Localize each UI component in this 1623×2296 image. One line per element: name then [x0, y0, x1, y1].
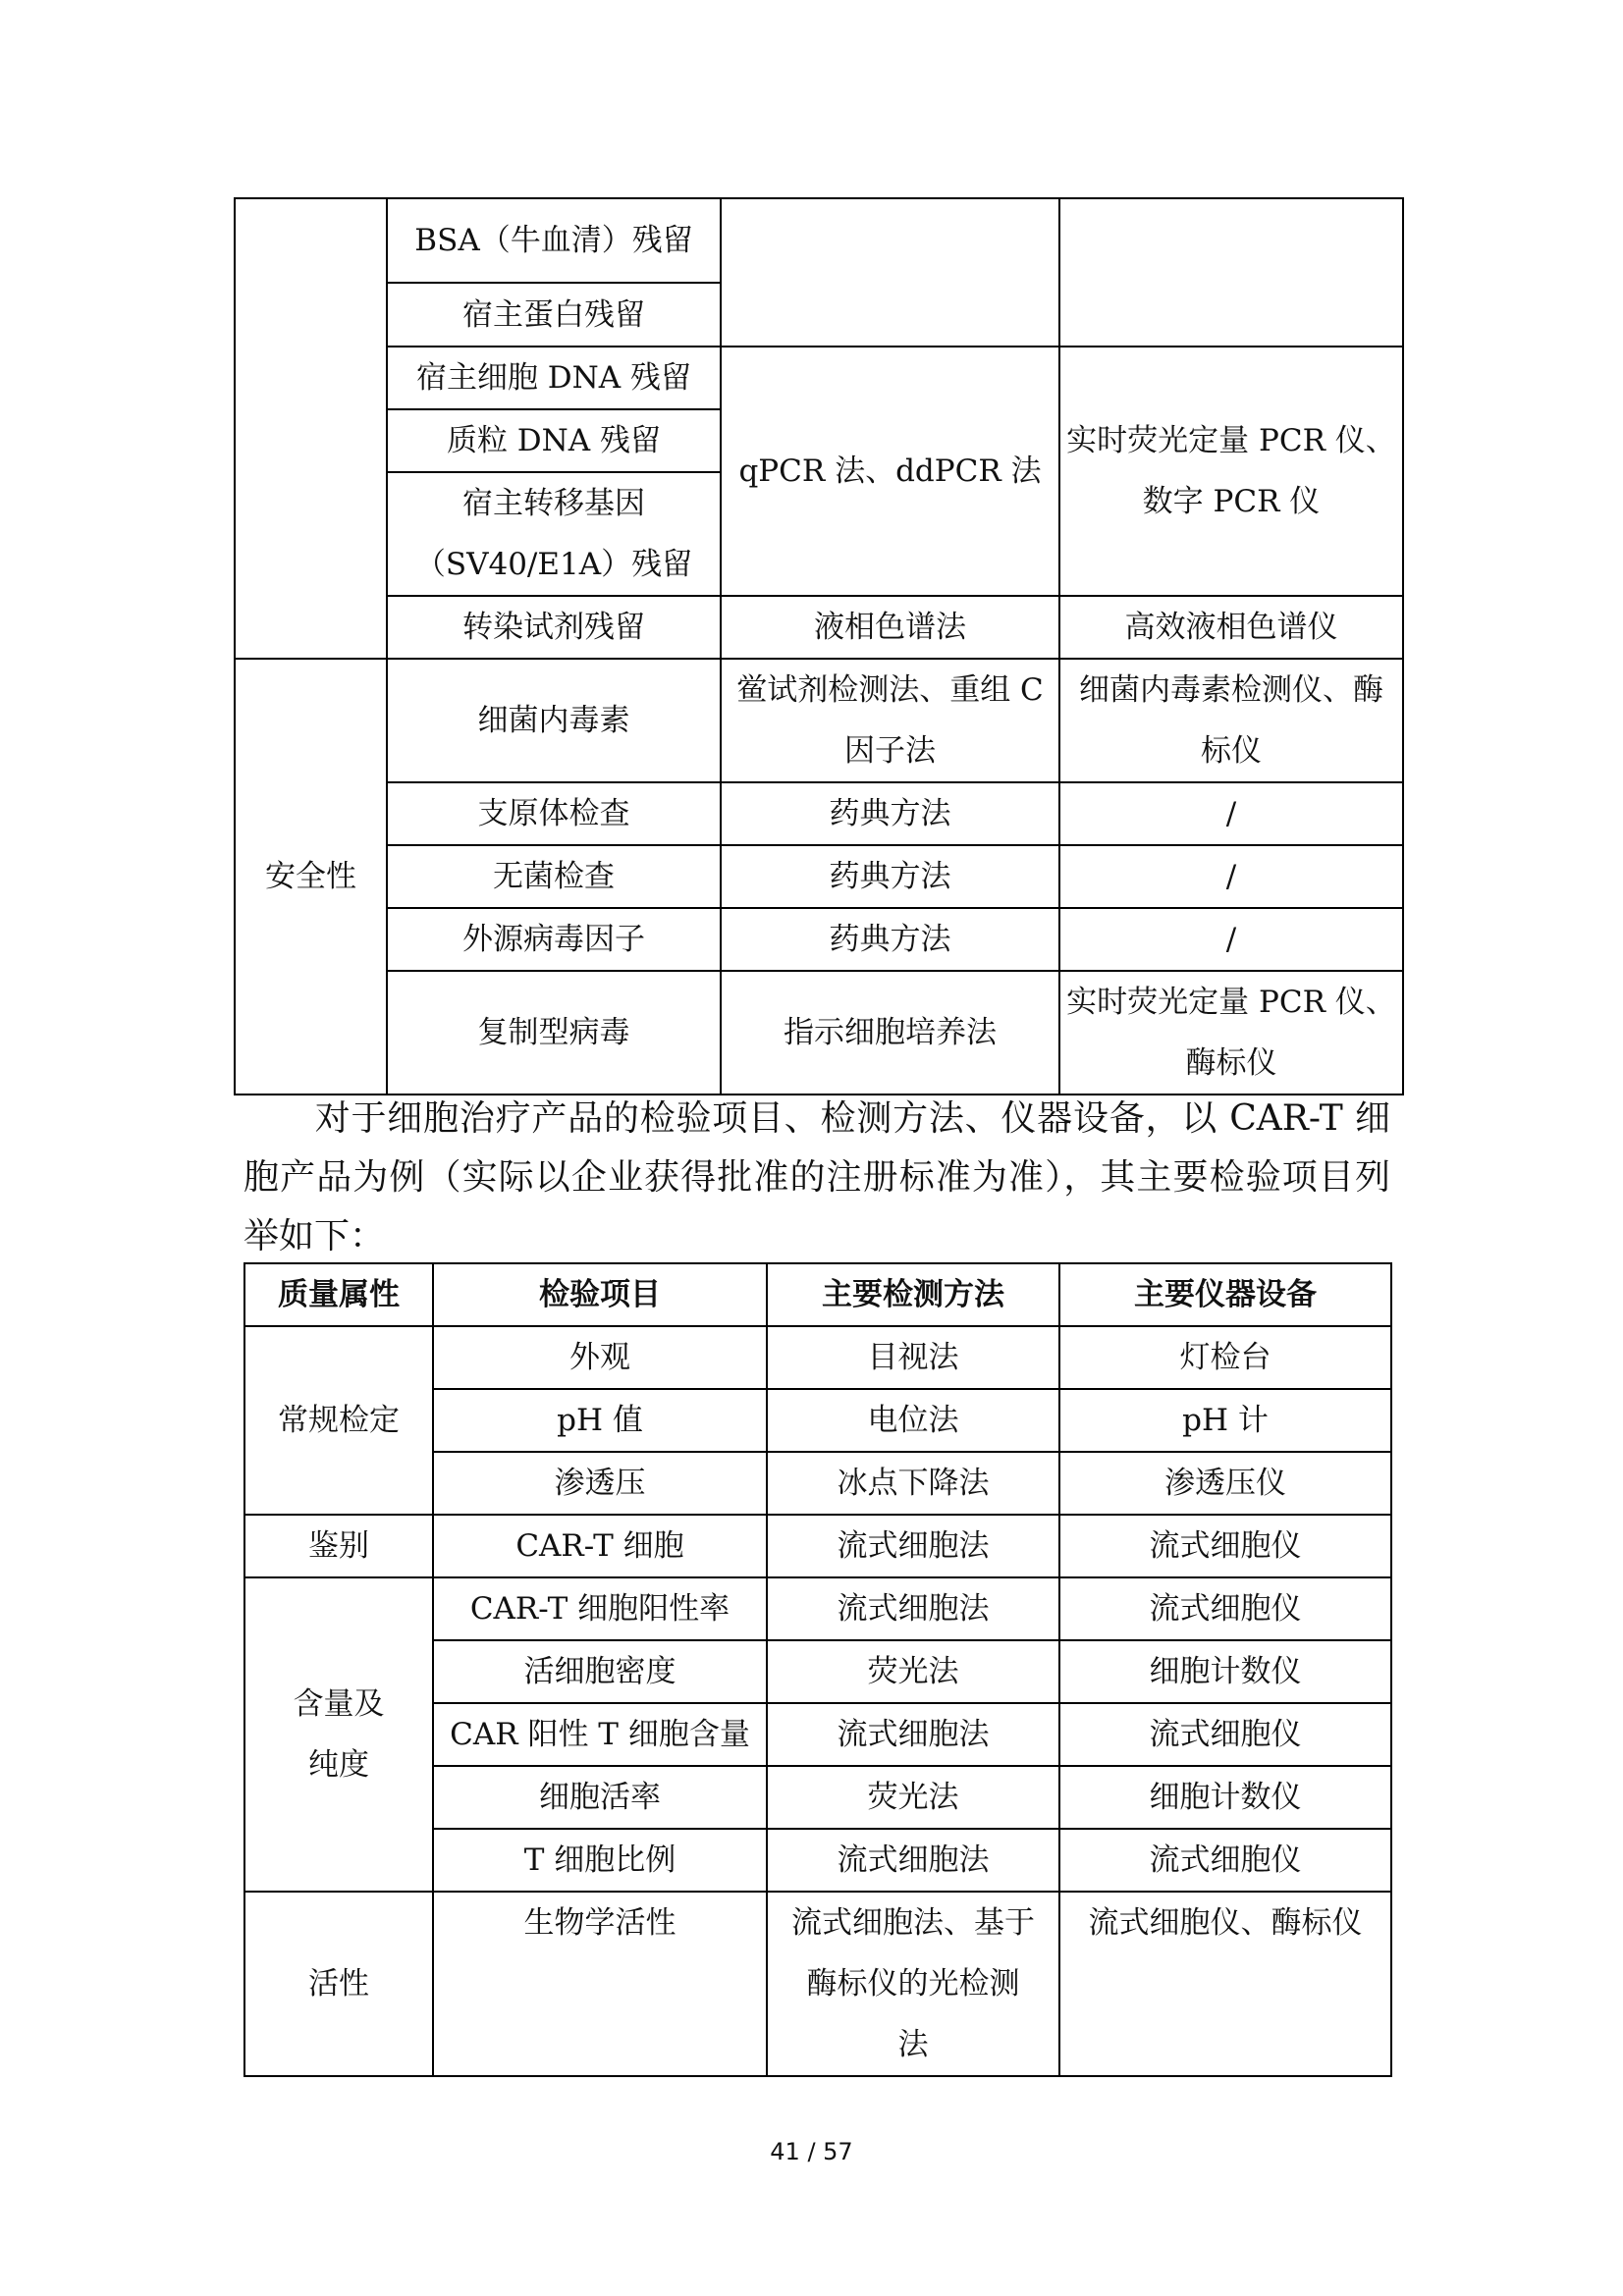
- method-cell: 指示细胞培养法: [721, 971, 1059, 1095]
- method-cell: 药典方法: [721, 845, 1059, 908]
- instrument-cell: 流式细胞仪: [1059, 1703, 1391, 1766]
- paragraph-text: 对于细胞治疗产品的检验项目、检测方法、仪器设备，以 CAR-T 细胞产品为例（实际以企业获得批准的注册标准为准），其主要检验项目列举如下：: [243, 1098, 1390, 1256]
- item-cell: 复制型病毒: [387, 971, 721, 1095]
- item-cell: 外观: [433, 1326, 767, 1389]
- header-cell: 质量属性: [244, 1263, 433, 1326]
- method-cell: 药典方法: [721, 782, 1059, 845]
- instrument-cell: /: [1059, 845, 1403, 908]
- body-paragraph: [243, 1090, 1390, 1266]
- item-cell: 细菌内毒素: [387, 659, 721, 782]
- category-cell: 安全性: [235, 659, 387, 1095]
- method-cell: 液相色谱法: [721, 596, 1059, 659]
- method-cell: 流式细胞法: [767, 1577, 1059, 1640]
- category-cell: 鉴别: [244, 1515, 433, 1577]
- instrument-cell: 流式细胞仪、酶标仪: [1059, 1892, 1391, 2076]
- car-t-inspection-table: [243, 1262, 1392, 2077]
- item-cell: 活细胞密度: [433, 1640, 767, 1703]
- item-cell: 转染试剂残留: [387, 596, 721, 659]
- instrument-line: 数字 PCR 仪: [1142, 484, 1321, 519]
- item-line: 宿主转移基因: [462, 486, 645, 521]
- method-line: 流式细胞法、基于: [791, 1905, 1035, 1941]
- residue-safety-table: [234, 197, 1404, 1095]
- item-cell: 宿主细胞 DNA 残留: [387, 347, 721, 409]
- instrument-line: 酶标仪: [1185, 1045, 1277, 1081]
- item-line: （SV40/E1A）残留: [414, 547, 693, 582]
- category-line: 纯度: [308, 1747, 369, 1783]
- item-cell: 外源病毒因子: [387, 908, 721, 971]
- method-cell: 冰点下降法: [767, 1452, 1059, 1515]
- item-cell: 无菌检查: [387, 845, 721, 908]
- instrument-line: 标仪: [1201, 733, 1262, 769]
- item-cell: BSA（牛血清）残留: [387, 198, 721, 283]
- method-cell: 电位法: [767, 1389, 1059, 1452]
- instrument-cell: [1059, 347, 1403, 596]
- instrument-line: 实时荧光定量 PCR 仪、: [1066, 423, 1396, 458]
- item-cell: 渗透压: [433, 1452, 767, 1515]
- method-line: 酶标仪的光检测: [806, 1966, 1020, 2002]
- method-cell: 药典方法: [721, 908, 1059, 971]
- instrument-cell: 细胞计数仪: [1059, 1766, 1391, 1829]
- instrument-cell: /: [1059, 908, 1403, 971]
- method-cell: 荧光法: [767, 1766, 1059, 1829]
- item-cell: CAR-T 细胞阳性率: [433, 1577, 767, 1640]
- instrument-cell: 细胞计数仪: [1059, 1640, 1391, 1703]
- item-cell: CAR-T 细胞: [433, 1515, 767, 1577]
- item-cell: 细胞活率: [433, 1766, 767, 1829]
- method-line: 法: [897, 2027, 929, 2062]
- header-cell: 主要仪器设备: [1059, 1263, 1391, 1326]
- instrument-line: 实时荧光定量 PCR 仪、: [1066, 985, 1396, 1020]
- instrument-cell: 流式细胞仪: [1059, 1829, 1391, 1892]
- item-cell: 生物学活性: [433, 1892, 767, 2076]
- category-cell: 活性: [244, 1892, 433, 2076]
- method-cell: 目视法: [767, 1326, 1059, 1389]
- instrument-cell: [1059, 659, 1403, 782]
- page-number: 41 / 57: [770, 2138, 853, 2165]
- instrument-cell: pH 计: [1059, 1389, 1391, 1452]
- header-cell: 主要检测方法: [767, 1263, 1059, 1326]
- empty-category-cell: [235, 198, 387, 659]
- category-cell: 常规检定: [244, 1326, 433, 1515]
- category-cell: [244, 1577, 433, 1892]
- instrument-cell: 灯检台: [1059, 1326, 1391, 1389]
- method-line: 鲎试剂检测法、重组 C: [736, 672, 1044, 708]
- item-cell: 宿主蛋白残留: [387, 283, 721, 347]
- method-cell: [721, 198, 1059, 347]
- header-cell: 检验项目: [433, 1263, 767, 1326]
- item-cell: [387, 472, 721, 596]
- instrument-cell: [1059, 971, 1403, 1095]
- instrument-cell: 流式细胞仪: [1059, 1515, 1391, 1577]
- method-cell: [721, 659, 1059, 782]
- category-line: 含量及: [293, 1686, 385, 1722]
- method-cell: 荧光法: [767, 1640, 1059, 1703]
- method-cell: qPCR 法、ddPCR 法: [721, 347, 1059, 596]
- instrument-cell: 渗透压仪: [1059, 1452, 1391, 1515]
- instrument-cell: 高效液相色谱仪: [1059, 596, 1403, 659]
- item-cell: T 细胞比例: [433, 1829, 767, 1892]
- item-cell: 支原体检查: [387, 782, 721, 845]
- method-cell: 流式细胞法: [767, 1829, 1059, 1892]
- item-cell: CAR 阳性 T 细胞含量: [433, 1703, 767, 1766]
- instrument-cell: [1059, 198, 1403, 347]
- method-cell: [767, 1892, 1059, 2076]
- method-cell: 流式细胞法: [767, 1703, 1059, 1766]
- instrument-cell: /: [1059, 782, 1403, 845]
- instrument-line: 细菌内毒素检测仪、酶: [1079, 672, 1383, 708]
- method-line: 因子法: [844, 733, 936, 769]
- instrument-cell: 流式细胞仪: [1059, 1577, 1391, 1640]
- method-cell: 流式细胞法: [767, 1515, 1059, 1577]
- item-cell: 质粒 DNA 残留: [387, 409, 721, 472]
- item-cell: pH 值: [433, 1389, 767, 1452]
